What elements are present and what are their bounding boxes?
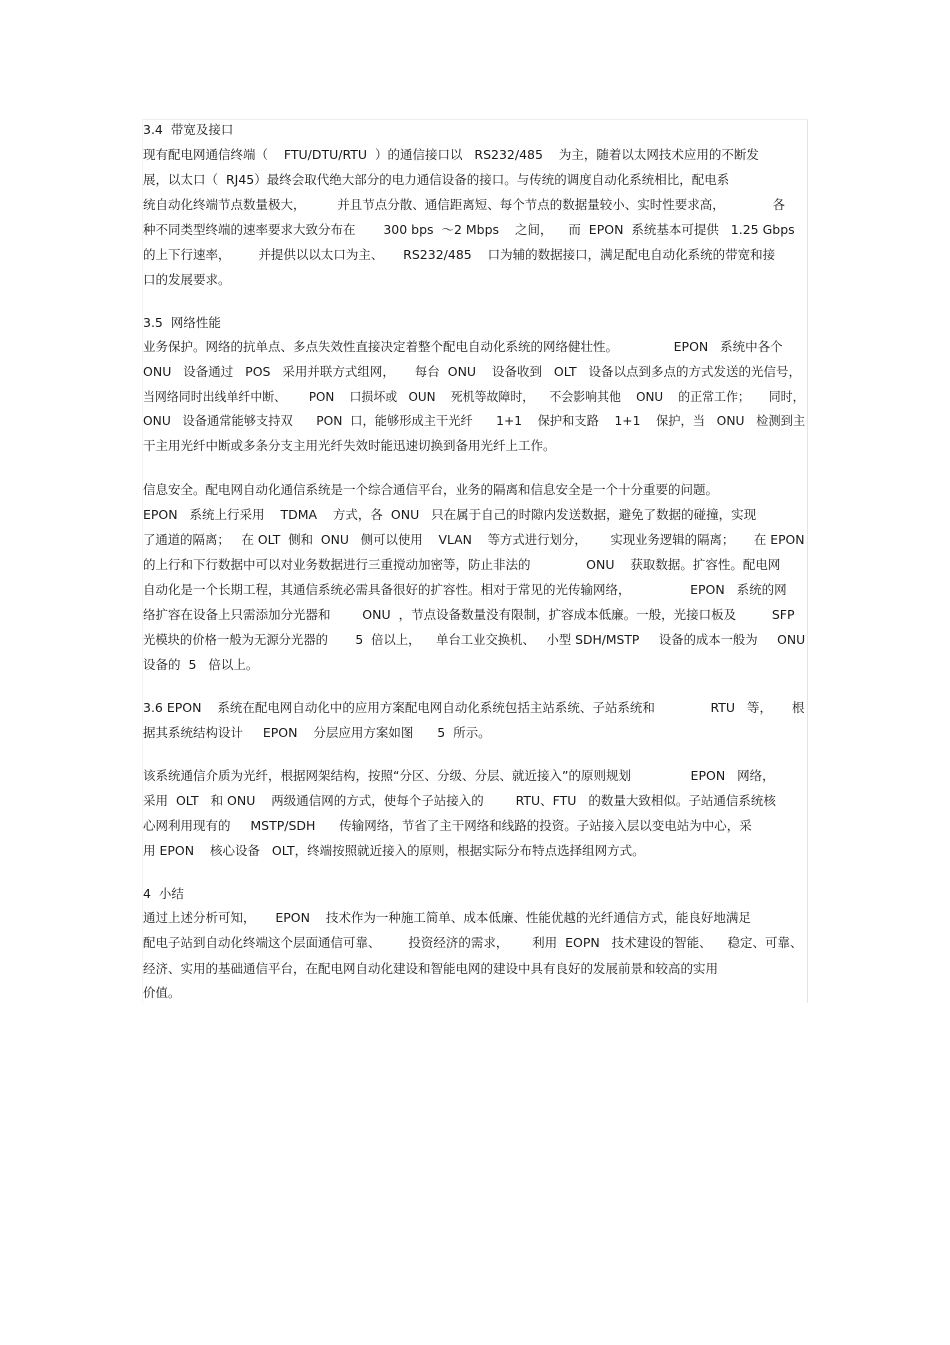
text-line: 展，以太口（ RJ45）最终会取代绝大部分的电力通信设备的接口。与传统的调度自动化系统相比，配电系 bbox=[143, 172, 730, 187]
text-line: 现有配电网通信终端（ FTU/DTU/RTU ）的通信接口以 RS232/485 为主，随着以太网技术应用的不断发 bbox=[143, 147, 759, 162]
text-line: ONU 设备通过 POS 采用并联方式组网， 每台 ONU 设备收到 OLT 设备以点到多点的方式发送的光信号， bbox=[143, 364, 802, 379]
text-line: 络扩容在设备上只需添加分光器和 ONU ，节点设备数量没有限制，扩容成本低廉。一般，光接口板及 SFP bbox=[143, 607, 795, 622]
text-line: 采用 OLT 和 ONU 两级通信网的方式，使每个子站接入的 RTU、FTU 的数量大致相似。子站通信系统核 bbox=[143, 793, 776, 808]
text-line: 设备的 5 倍以上。 bbox=[143, 657, 259, 672]
text-line: 信息安全。配电网自动化通信系统是一个综合通信平台，业务的隔离和信息安全是一个十分重要的问题。 bbox=[143, 482, 719, 497]
text-line: 自动化是一个长期工程，其通信系统必需具备很好的扩容性。相对于常见的光传输网络， EPON 系统的网 bbox=[143, 582, 787, 597]
text-line: 口的发展要求。 bbox=[143, 272, 231, 287]
text-line: 光模块的价格一般为无源分光器的 5 倍以上， 单台工业交换机、 小型 SDH/MSTP 设备的成本一般为 ONU bbox=[143, 632, 806, 647]
text-line: EPON 系统上行采用 TDMA 方式，各 ONU 只在属于自己的时隙内发送数据，避免了数据的碰撞，实现 bbox=[143, 507, 757, 522]
heading-3-5: 3.5 网络性能 bbox=[143, 315, 221, 330]
text-line: 干主用光纤中断或多条分支主用光纤失效时能迅速切换到备用光纤上工作。 bbox=[143, 438, 556, 453]
text-line: 了通道的隔离； 在 OLT 侧和 ONU 侧可以使用 VLAN 等方式进行划分， 实现业务逻辑的隔离； 在 EPON bbox=[143, 532, 805, 547]
text-line: 种不同类型终端的速率要求大致分布在 300 bps ～2 Mbps 之间， 而 EPON 系统基本可提供 1.25 Gbps bbox=[143, 222, 795, 237]
text-line: 统自动化终端节点数量极大， 并且节点分散、通信距离短、每个节点的数据量较小、实时性要求高， 各 bbox=[143, 197, 785, 212]
text-line: 用 EPON 核心设备 OLT，终端按照就近接入的原则，根据实际分布特点选择组网方式。 bbox=[143, 843, 645, 858]
text-line: ONU 设备通常能够支持双 PON 口，能够形成主干光纤 1+1 保护和支路 1+1 保护，当 ONU 检测到主 bbox=[143, 413, 806, 428]
text-line: 心网利用现有的 MSTP/SDH 传输网络，节省了主干网络和线路的投资。子站接入层以变电站为中心，采 bbox=[143, 818, 752, 833]
text-line: 据其系统结构设计 EPON 分层应用方案如图 5 所示。 bbox=[143, 725, 491, 740]
heading-4: 4 小结 bbox=[143, 886, 184, 901]
heading-3-4: 3.4 带宽及接口 bbox=[143, 122, 234, 137]
text-line: 的上行和下行数据中可以对业务数据进行三重搅动加密等，防止非法的 ONU 获取数据。扩容性。配电网 bbox=[143, 557, 781, 572]
text-line: 价值。 bbox=[143, 985, 181, 1000]
text-line: 业务保护。网络的抗单点、多点失效性直接决定着整个配电自动化系统的网络健壮性。 EPON 系统中各个 bbox=[143, 339, 783, 354]
heading-3-6: 3.6 EPON 系统在配电网自动化中的应用方案配电网自动化系统包括主站系统、子站系统和 RTU 等， 根 bbox=[143, 700, 805, 715]
text-line: 的上下行速率， 并提供以以太口为主、 RS232/485 口为辅的数据接口，满足配电自动化系统的带宽和接 bbox=[143, 247, 776, 262]
text-line: 经济、实用的基础通信平台，在配电网自动化建设和智能电网的建设中具有良好的发展前景和较高的实用 bbox=[143, 961, 719, 976]
text-line: 该系统通信介质为光纤，根据网架结构，按照“分区、分级、分层、就近接入”的原则规划 EPON 网络， bbox=[143, 768, 775, 783]
text-line: 配电子站到自动化终端这个层面通信可靠、 投资经济的需求， 利用 EOPN 技术建设的智能、 稳定、可靠、 bbox=[143, 935, 803, 950]
text-line: 当网络同时出线单纤中断、 PON 口损坏或 OUN 死机等故障时， 不会影响其他 ONU 的正常工作； 同时， bbox=[143, 389, 805, 404]
text-line: 通过上述分析可知， EPON 技术作为一种施工简单、成本低廉、性能优越的光纤通信方式，能良好地满足 bbox=[143, 910, 751, 925]
